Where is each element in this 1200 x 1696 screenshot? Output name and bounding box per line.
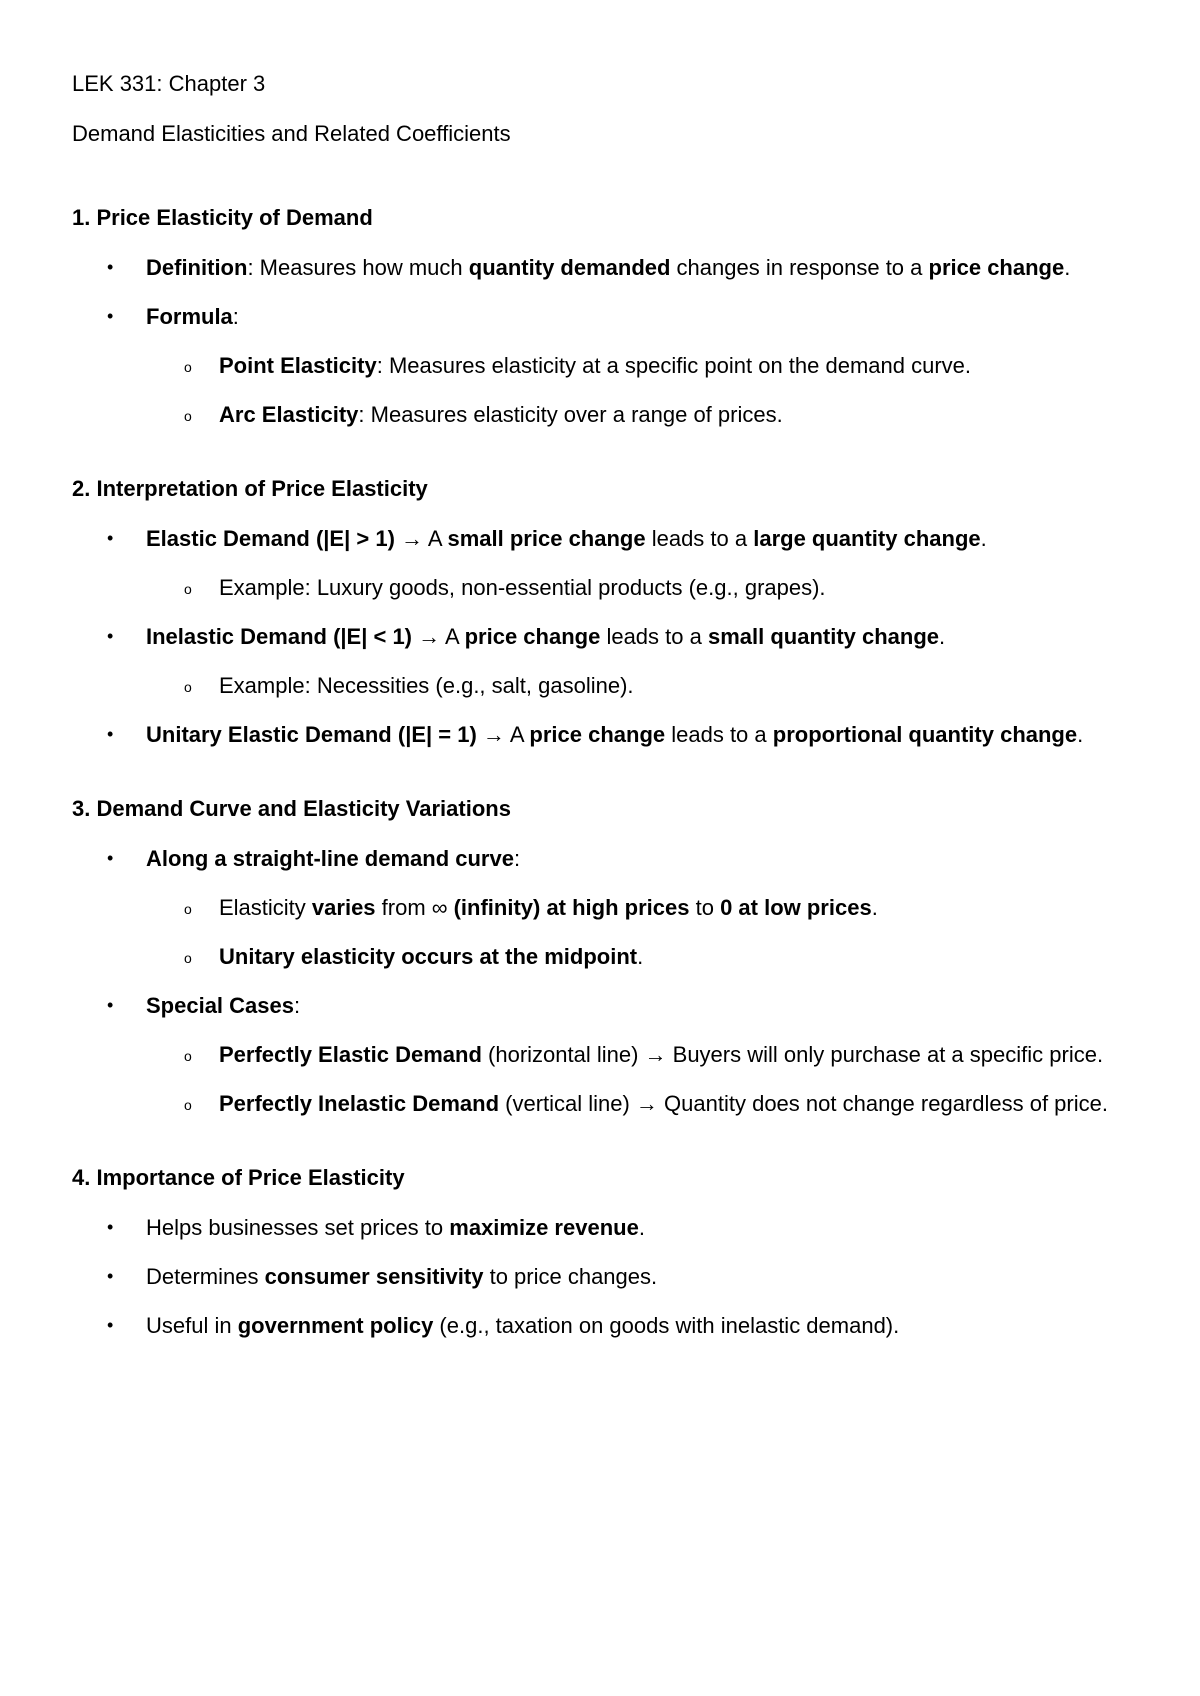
bold-text: Along a straight-line demand curve	[146, 846, 514, 871]
list-item	[72, 718, 1132, 751]
document-page	[72, 70, 1132, 1386]
bold-text: 0 at low prices	[720, 895, 872, 920]
section-heading: 3. Demand Curve and Elasticity Variations	[72, 796, 511, 821]
bullet-marker: •	[107, 724, 114, 744]
text: .	[939, 624, 946, 649]
bold-text: Point Elasticity	[219, 353, 377, 378]
section-3	[72, 795, 1132, 1120]
list-item	[72, 1260, 1132, 1293]
section-1	[72, 204, 1132, 431]
bold-text: Special Cases	[146, 993, 294, 1018]
text: : Measures how much	[247, 255, 469, 280]
bold-text: (infinity) at high prices	[453, 895, 690, 920]
sub-list-item	[72, 398, 1132, 431]
list-item	[72, 251, 1132, 284]
sub-list-item	[72, 349, 1132, 382]
section-heading: 1. Price Elasticity of Demand	[72, 205, 373, 230]
text: Helps businesses set prices to	[146, 1215, 450, 1240]
sub-bullet-marker: o	[184, 950, 192, 966]
bold-text: Unitary elasticity occurs at the midpoint	[219, 944, 638, 969]
text: → A	[394, 526, 448, 551]
bullet-marker: •	[107, 528, 114, 548]
text: .	[871, 895, 878, 920]
text: .	[1064, 255, 1071, 280]
text: .	[638, 1215, 645, 1240]
text: Elasticity	[219, 895, 312, 920]
sub-bullet-marker: o	[184, 581, 192, 597]
section-heading: 2. Interpretation of Price Elasticity	[72, 476, 428, 501]
text: :	[293, 993, 301, 1018]
text: Determines	[146, 1264, 265, 1289]
text: (vertical line) → Quantity does not change regardless of price.	[499, 1091, 1108, 1116]
list-item	[72, 989, 1132, 1022]
bold-text: large quantity change	[753, 526, 981, 551]
sub-list-item	[72, 1038, 1132, 1071]
document-title: LEK 331: Chapter 3	[72, 71, 266, 96]
text: changes in response to a	[670, 255, 929, 280]
bold-text: price change	[529, 722, 666, 747]
sub-list-item	[72, 1087, 1132, 1120]
bullet-marker: •	[107, 848, 114, 868]
list-item	[72, 1211, 1132, 1244]
list-item	[72, 620, 1132, 653]
list-item	[72, 842, 1132, 875]
sub-list-item	[72, 571, 1132, 604]
sub-list-item	[72, 940, 1132, 973]
text: Useful in	[146, 1313, 238, 1338]
bold-text: government policy	[237, 1313, 434, 1338]
bold-text: maximize revenue	[449, 1215, 639, 1240]
text: to	[689, 895, 721, 920]
text: to price changes.	[483, 1264, 658, 1289]
bold-text: Formula	[146, 304, 233, 329]
bullet-marker: •	[107, 257, 114, 277]
bullet-marker: •	[107, 626, 114, 646]
sub-bullet-marker: o	[184, 1048, 192, 1064]
sub-bullet-marker: o	[184, 1097, 192, 1113]
text: → A	[412, 624, 465, 649]
bold-text: Definition	[146, 255, 248, 280]
sub-bullet-marker: o	[184, 901, 192, 917]
bold-text: consumer sensitivity	[264, 1264, 484, 1289]
bold-text: price change	[928, 255, 1065, 280]
bullet-marker: •	[107, 1217, 114, 1237]
bold-text: Inelastic Demand (|E| < 1)	[146, 624, 413, 649]
text: leads to a	[600, 624, 708, 649]
text: from ∞	[375, 895, 454, 920]
bold-text: Elastic Demand (|E| > 1)	[146, 526, 395, 551]
bold-text: varies	[311, 895, 376, 920]
list-item	[72, 1309, 1132, 1342]
bold-text: quantity demanded	[468, 255, 671, 280]
bold-text: small price change	[447, 526, 646, 551]
section-2	[72, 475, 1132, 751]
list-item	[72, 522, 1132, 555]
section-heading: 4. Importance of Price Elasticity	[72, 1165, 405, 1190]
section-4	[72, 1164, 1132, 1342]
bold-text: proportional quantity change	[772, 722, 1078, 747]
sub-list-item	[72, 891, 1132, 924]
bold-text: small quantity change	[707, 624, 940, 649]
text: :	[232, 304, 239, 329]
bold-text: Perfectly Inelastic Demand	[219, 1091, 500, 1116]
bullet-marker: •	[107, 1266, 114, 1286]
document-body	[72, 204, 1132, 1342]
text: leads to a	[645, 526, 754, 551]
text: .	[980, 526, 987, 551]
bold-text: Unitary Elastic Demand (|E| = 1)	[146, 722, 477, 747]
text: :	[513, 846, 521, 871]
list-item	[72, 300, 1132, 333]
bullet-marker: •	[107, 995, 114, 1015]
text: (horizontal line) → Buyers will only purchase at a specific price.	[481, 1042, 1104, 1067]
sub-bullet-marker: o	[184, 359, 192, 375]
text: → A	[476, 722, 530, 747]
document-subtitle: Demand Elasticities and Related Coefficients	[72, 121, 511, 146]
text: Example: Luxury goods, non-essential products (e.g., grapes).	[219, 575, 826, 600]
bold-text: Perfectly Elastic Demand	[219, 1042, 482, 1067]
sub-bullet-marker: o	[184, 679, 192, 695]
sub-list-item	[72, 669, 1132, 702]
text: : Measures elasticity over a range of prices.	[358, 402, 783, 427]
bold-text: price change	[464, 624, 601, 649]
bold-text: Arc Elasticity	[219, 402, 359, 427]
text: .	[637, 944, 644, 969]
bullet-marker: •	[107, 1315, 114, 1335]
sub-bullet-marker: o	[184, 408, 192, 424]
text: : Measures elasticity at a specific point on the demand curve.	[376, 353, 972, 378]
bullet-marker: •	[107, 306, 114, 326]
text: (e.g., taxation on goods with inelastic demand).	[433, 1313, 900, 1338]
text: .	[1077, 722, 1084, 747]
text: Example: Necessities (e.g., salt, gasoline).	[219, 673, 634, 698]
text: leads to a	[665, 722, 773, 747]
